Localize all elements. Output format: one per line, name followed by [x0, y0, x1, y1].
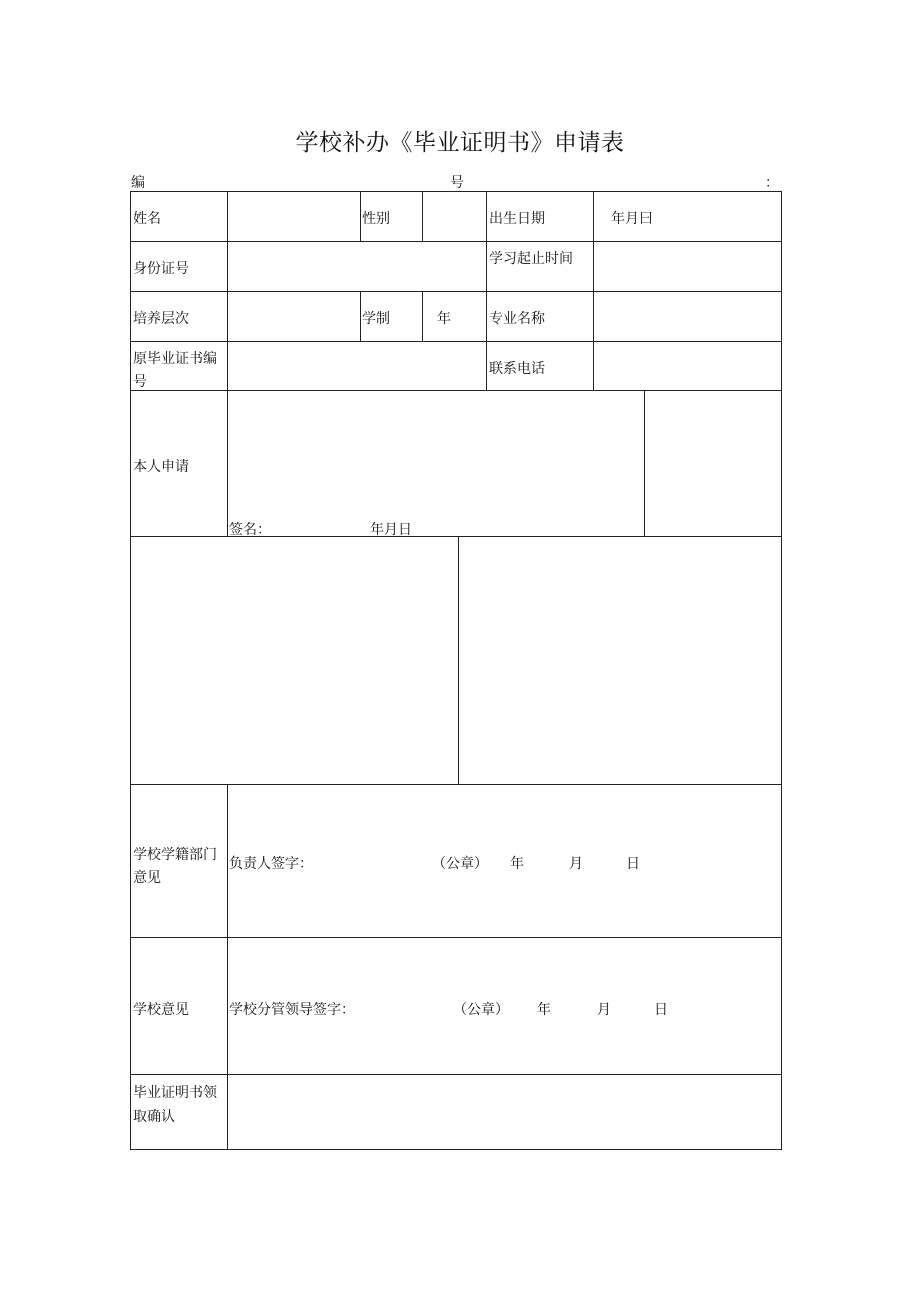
- gender-label: 性别: [362, 211, 390, 227]
- certificate-receipt-label: 毕业证明书领: [133, 1085, 217, 1101]
- serial-label-hao: 号: [450, 175, 464, 191]
- school-opinion-label: 学校意见: [133, 1002, 189, 1018]
- duration-label: 学制: [362, 311, 390, 327]
- school-day-label: 日: [654, 1002, 668, 1018]
- id-number-label: 身份证号: [133, 261, 189, 277]
- study-period-label: 学习起止时间: [489, 251, 573, 267]
- phone-label: 联系电话: [489, 361, 545, 377]
- original-cert-number-label-cont: 号: [133, 374, 147, 390]
- registry-opinion-label-cont: 意见: [133, 870, 161, 886]
- education-level-label: 培养层次: [133, 311, 189, 327]
- personal-application-label: 本人申请: [133, 459, 189, 475]
- grid-line: [360, 191, 361, 241]
- grid-line: [422, 191, 423, 241]
- registry-seal-label: （公章）: [432, 856, 488, 872]
- applicant-signature-label: 签名：: [229, 522, 271, 538]
- grid-line: [227, 191, 228, 537]
- registry-signer-label: 负责人签字：: [229, 856, 313, 872]
- serial-colon: ：: [765, 175, 779, 191]
- birth-date-value: 年月曰: [611, 211, 653, 227]
- school-leader-signer-label: 学校分管领导签字：: [229, 1002, 355, 1018]
- grid-line: [644, 390, 645, 537]
- certificate-receipt-label-cont: 取确认: [133, 1109, 175, 1125]
- registry-year-label: 年: [510, 856, 524, 872]
- birth-date-label: 出生日期: [489, 211, 545, 227]
- registry-day-label: 日: [626, 856, 640, 872]
- duration-unit: 年: [437, 311, 451, 327]
- school-year-label: 年: [537, 1002, 551, 1018]
- grid-line: [422, 291, 423, 341]
- major-label: 专业名称: [489, 311, 545, 327]
- grid-line: [130, 191, 131, 1150]
- grid-line: [458, 536, 459, 785]
- grid-line: [227, 784, 228, 1150]
- name-label: 姓名: [133, 211, 161, 227]
- school-month-label: 月: [597, 1002, 611, 1018]
- registry-month-label: 月: [569, 856, 583, 872]
- grid-line: [593, 191, 594, 391]
- page-title: 学校补办《毕业证明书》申请表: [295, 130, 625, 156]
- application-date-label: 年月日: [370, 522, 412, 538]
- serial-label-bian: 编: [131, 175, 145, 191]
- registry-opinion-label: 学校学籍部门: [133, 847, 217, 863]
- original-cert-number-label: 原毕业证书编: [133, 351, 217, 367]
- grid-line: [360, 291, 361, 341]
- school-seal-label: （公章）: [453, 1002, 509, 1018]
- grid-line: [486, 191, 487, 391]
- grid-line: [781, 191, 782, 1150]
